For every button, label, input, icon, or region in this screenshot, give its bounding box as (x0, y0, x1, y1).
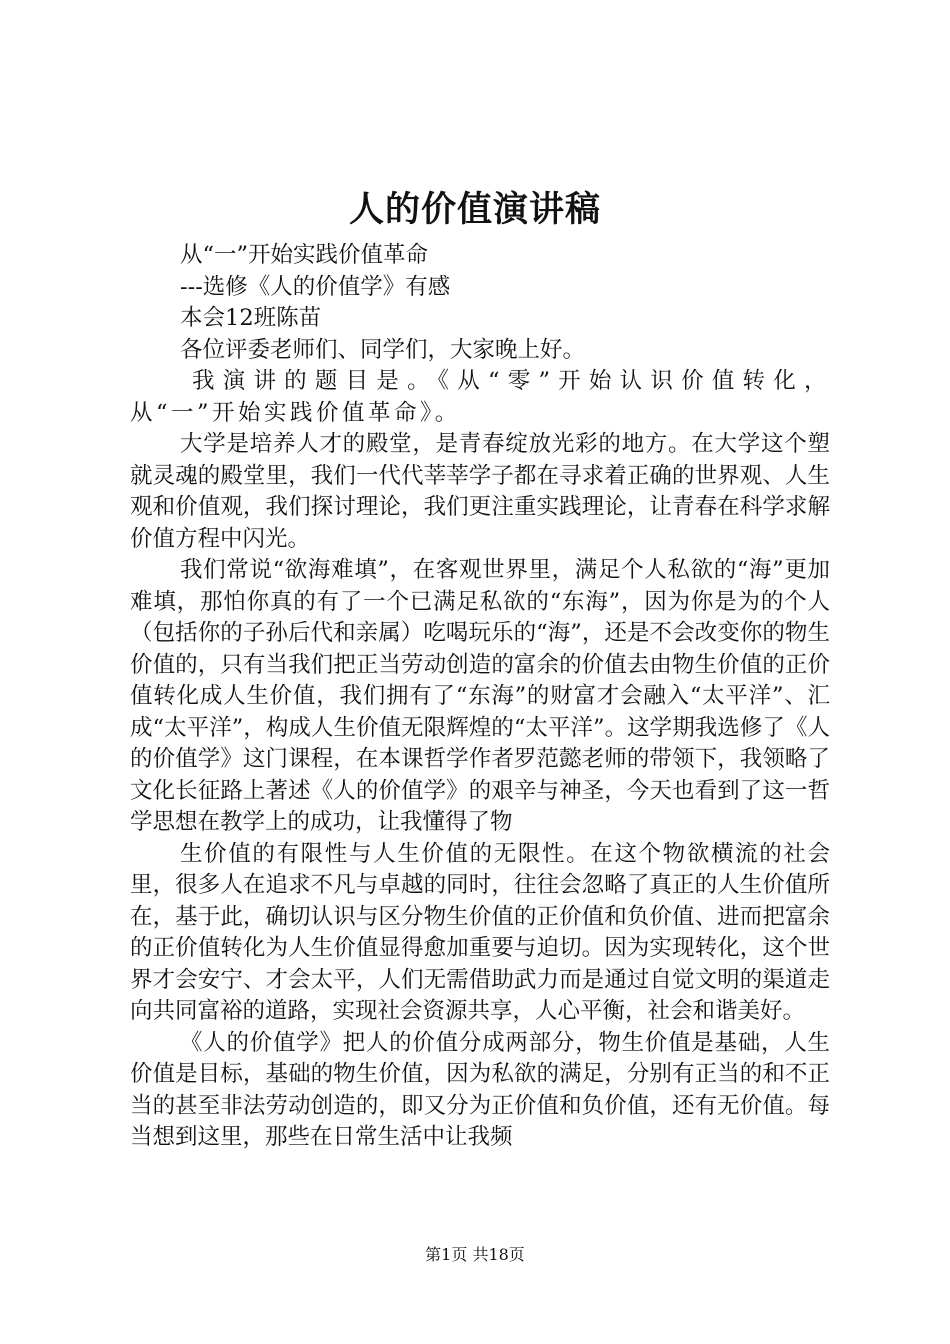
document-body (130, 240, 830, 1154)
author-line: 本会12班陈苗 (180, 305, 322, 331)
paragraph: 《人的价值学》把人的价值分成两部分，物生价值是基础，人生价值是目标，基础的物生价值，因为私欲的满足，分别有正当的和不正当的甚至非法劳动创造的，即又分为正价值和负价值，还有无价值。每当想到这里，那些在日常生活中让我频 (130, 1029, 830, 1150)
document-title: 人的价值演讲稿 (348, 189, 601, 230)
subtitle-line: ---选修《人的价值学》有感 (180, 273, 451, 300)
paragraph: 我演讲的题目是。《从“零”开始认识价值转化，从“一”开始实践价值革命》。 (130, 368, 830, 426)
subtitle-line: 从“一”开始实践价值革命 (180, 242, 429, 268)
paragraph: 我们常说“欲海难填”，在客观世界里，满足个人私欲的“海”更加难填，那怕你真的有了一个已满足私欲的“东海”，因为你是为的个人（包括你的子孙后代和亲属）吃喝玩乐的“海”，还是不会改变你的物生价值的，只有当我们把正当劳动创造的富余的价值去由物生价值的正价值转化成人生价值，我们拥有了“东海”的财富才会融入“太平洋”、汇成“太平洋”，构成人生价值无限辉煌的“太平洋”。这学期我选修了《人的价值学》这门课程，在本课哲学作者罗范懿老师的带领下，我领略了文化长征路上著述《人的价值学》的艰辛与神圣，今天也看到了这一哲学思想在教学上的成功，让我懂得了物 (130, 557, 830, 835)
greeting-line: 各位评委老师们、同学们，大家晚上好。 (180, 336, 586, 363)
page-number-footer: 第1页 共18页 (425, 1245, 525, 1264)
paragraph: 生价值的有限性与人生价值的无限性。在这个物欲横流的社会里，很多人在追求不凡与卓越的同时，往往会忽略了真正的人生价值所在，基于此，确切认识与区分物生价值的正价值和负价值、进而把富余的正价值转化为人生价值显得愈加重要与迫切。因为实现转化，这个世界才会安宁、才会太平，人们无需借助武力而是通过自觉文明的渠道走向共同富裕的道路，实现社会资源共享，人心平衡，社会和谐美好。 (130, 840, 830, 1024)
paragraph: 大学是培养人才的殿堂，是青春绽放光彩的地方。在大学这个塑就灵魂的殿堂里，我们一代代莘莘学子都在寻求着正确的世界观、人生观和价值观，我们探讨理论，我们更注重实践理论，让青春在科学求解价值方程中闪光。 (130, 431, 830, 552)
